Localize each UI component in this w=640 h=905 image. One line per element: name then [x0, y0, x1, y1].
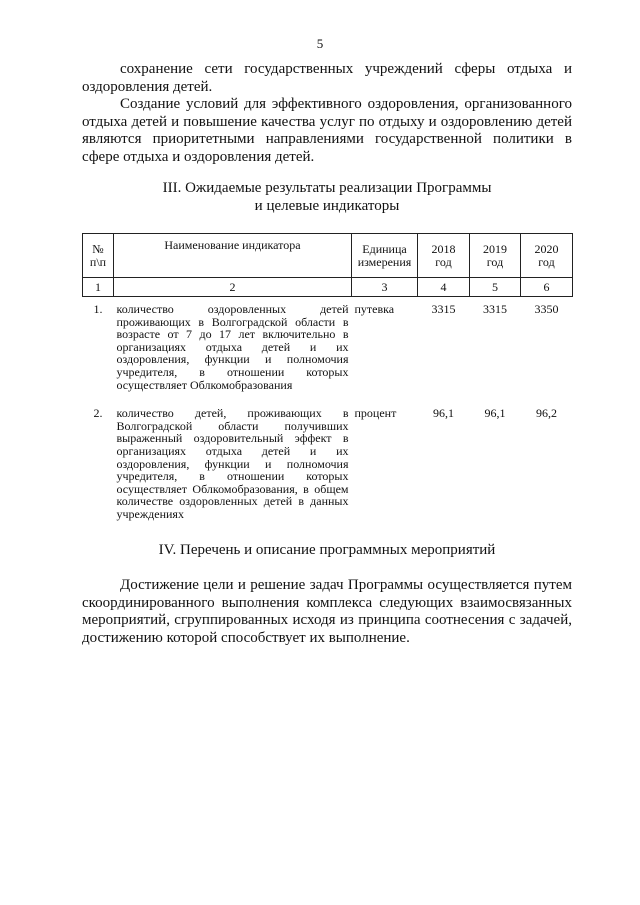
column-number: 5	[470, 278, 521, 297]
header-name: Наименование индикатора	[114, 234, 352, 278]
indicator-name: количество оздоровленных детей проживающих в Волгоградской области в возрасте от 7 до 17 лет включительно в организациях отдыха детей и их оздоровления, функции и полномочия учредителя, в отношении которых осуществляет Облкомобразования	[116, 302, 349, 392]
column-number-row	[83, 278, 573, 297]
value-2020: 3350	[534, 302, 559, 316]
section-3-title-line2: и целевые индикаторы	[254, 197, 400, 214]
section-4-heading: IV. Перечень и описание программных мероприятий	[158, 542, 496, 558]
value-2019: 96,1	[484, 406, 506, 421]
indicators-table	[82, 233, 573, 531]
column-number: 1	[83, 278, 114, 297]
header-2020: 2020 год	[521, 234, 573, 278]
row-number: 2.	[93, 406, 103, 421]
column-number: 4	[418, 278, 470, 297]
column-number: 6	[521, 278, 573, 297]
section-3-title-line1: III. Ожидаемые результаты реализации Программы	[162, 180, 492, 196]
indicator-name: количество детей, проживающих в Волгоградской области получивших выраженный оздоровительный эффект в организациях отдыха детей и их оздоровления, функции и полномочия учредителя, в отношении которых осуществляет Облкомобразования, в общем количестве оздоровленных детей в данных учреждениях	[116, 406, 349, 521]
column-number: 3	[352, 278, 418, 297]
indicator-unit: процент	[354, 406, 397, 421]
table-header-row	[83, 234, 573, 278]
column-number: 2	[114, 278, 352, 297]
table-row	[83, 297, 573, 402]
header-unit: Единица измерения	[352, 234, 418, 278]
value-2018: 3315	[431, 302, 456, 316]
header-num: № п\п	[83, 234, 114, 278]
table-row	[83, 401, 573, 530]
section-3-heading	[82, 180, 572, 215]
value-2019: 3315	[483, 302, 507, 316]
header-2019: 2019 год	[470, 234, 521, 278]
value-2020: 96,2	[536, 406, 557, 421]
paragraph-1: сохранение сети государственных учреждений сферы отдыха и оздоровления детей.	[82, 61, 572, 95]
paragraph-2: Создание условий для эффективного оздоровления, организованного отдыха детей и повышение качества услуг по отдыху и оздоровлению детей являются приоритетными направлениями государственной политики в сфере отдыха и оздоровления детей.	[82, 96, 572, 165]
header-2018: 2018 год	[418, 234, 470, 278]
indicator-unit: путевка	[354, 302, 395, 316]
value-2018: 96,1	[433, 406, 454, 421]
row-number: 1.	[93, 302, 103, 316]
page-number: 5	[316, 36, 324, 51]
paragraph-3: Достижение цели и решение задач Программы осуществляется путем скоординированного выполнения комплекса следующих взаимосвязанных мероприятий, сгруппированных исходя из принципа соотнесения с задачей, достижению которой способствует их выполнение.	[82, 577, 572, 646]
